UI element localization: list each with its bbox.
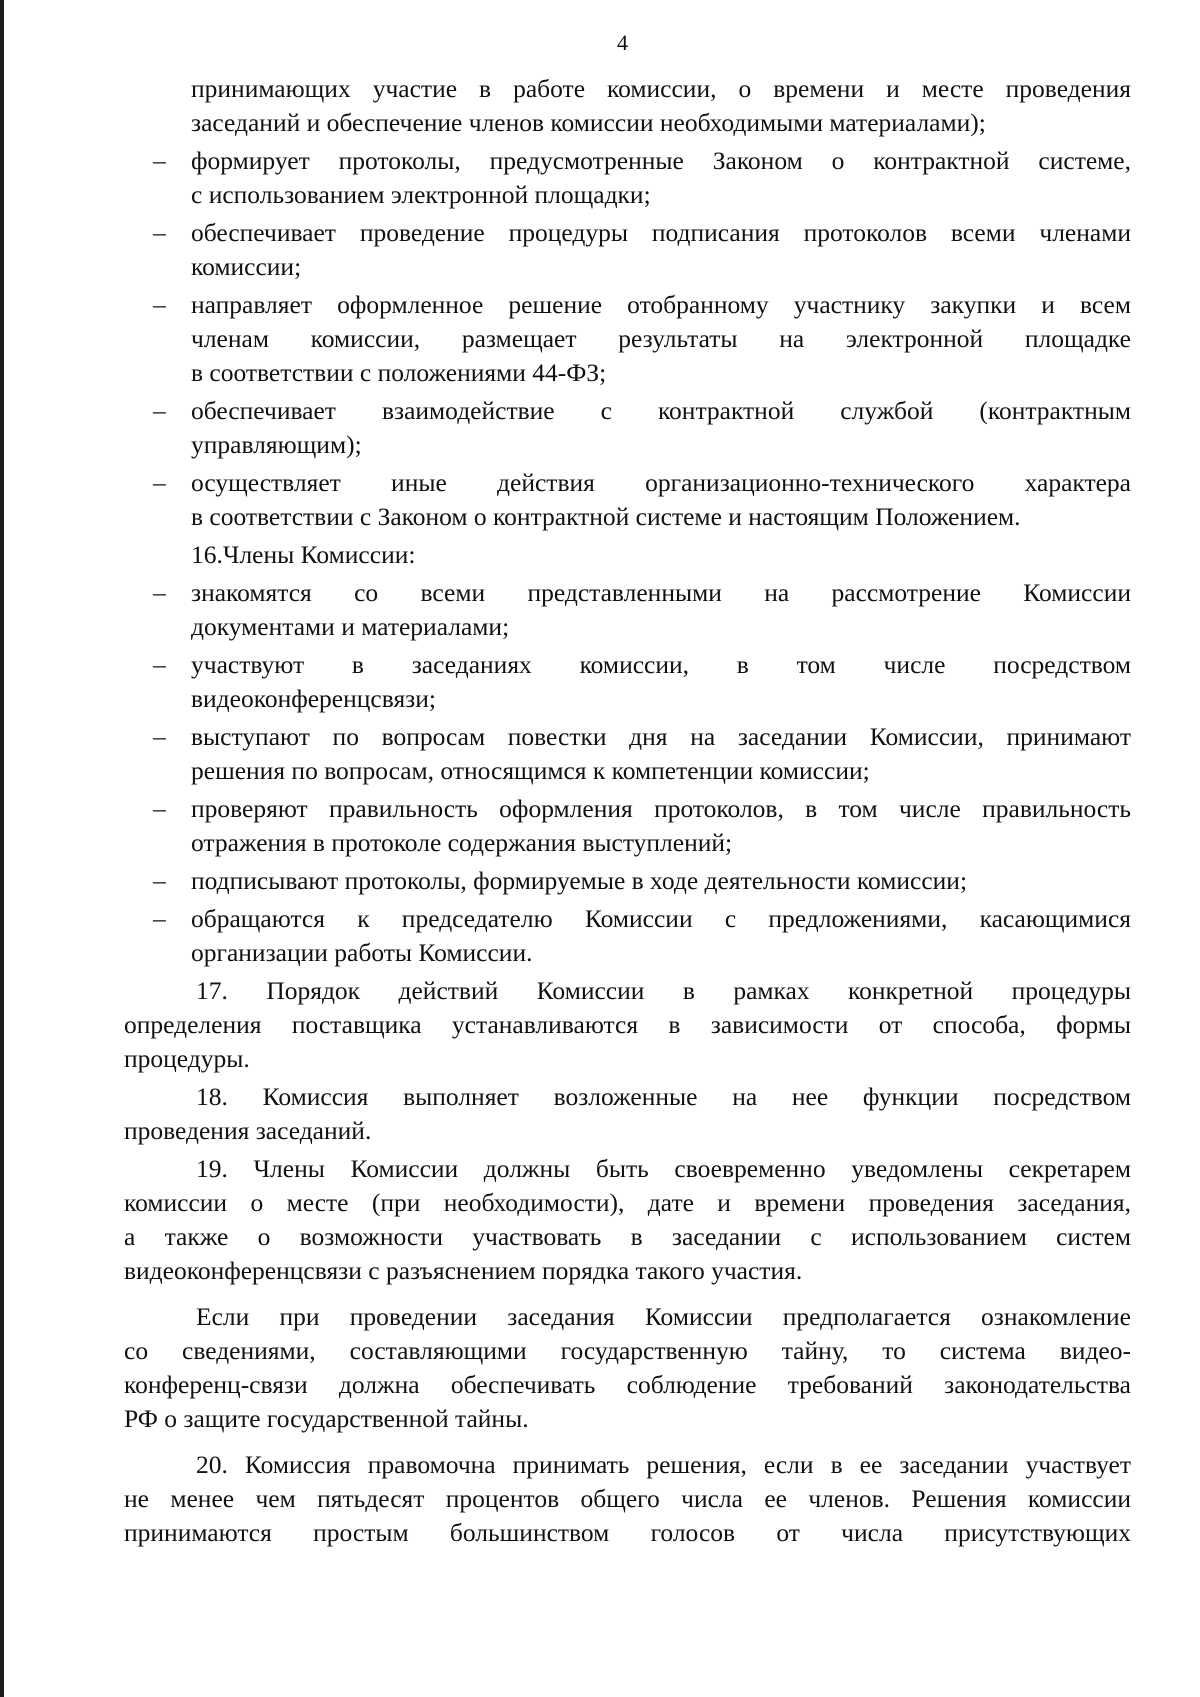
text-line: конференц-связи должна обеспечивать соблюдение требований законодательства	[124, 1370, 1131, 1399]
text-line: принимаются простым большинством голосов от числа присутствующих	[124, 1518, 1131, 1547]
list-item-text: участвуют в заседаниях комиссии, в том числе посредством	[191, 650, 1131, 679]
bullet-dash: –	[153, 904, 166, 933]
text-line: видеоконференцсвязи;	[191, 684, 436, 713]
text-line: управляющим);	[191, 430, 362, 459]
text-line: комиссии;	[191, 252, 302, 281]
text-line: видеоконференцсвязи с разъяснением порядка такого участия.	[124, 1256, 803, 1285]
list-item-text: осуществляет иные действия организационно-технического характера	[191, 468, 1131, 497]
bullet-dash: –	[153, 722, 166, 751]
list-item	[153, 902, 1131, 936]
bullet-dash: –	[153, 794, 166, 823]
document-body	[0, 72, 1200, 1550]
text-line: определения поставщика устанавливаются в зависимости от способа, формы	[124, 1010, 1131, 1039]
list-item-text: подписывают протоколы, формируемые в ходе деятельности комиссии;	[191, 866, 968, 895]
text-line: а также о возможности участвовать в заседании с использованием систем	[124, 1222, 1131, 1251]
list-item-text: направляет оформленное решение отобранному участнику закупки и всем	[191, 290, 1131, 319]
bullet-dash: –	[153, 866, 166, 895]
bullet-dash: –	[153, 578, 166, 607]
list-item-text: знакомятся со всеми представленными на рассмотрение Комиссии	[191, 578, 1131, 607]
list-item-text: выступают по вопросам повестки дня на заседании Комиссии, принимают	[191, 722, 1131, 751]
text-line: с использованием электронной площадки;	[191, 180, 651, 209]
list-item	[153, 720, 1131, 754]
paragraph-first-line: Если при проведении заседания Комиссии предполагается ознакомление	[196, 1302, 1131, 1331]
text-line: документами и материалами;	[191, 612, 510, 641]
text-line: РФ о защите государственной тайны.	[124, 1404, 529, 1433]
bullet-dash: –	[153, 290, 166, 319]
list-item	[153, 466, 1131, 500]
list-item-text: обеспечивает проведение процедуры подписания протоколов всеми членами	[191, 218, 1131, 247]
list-item	[153, 864, 1131, 898]
list-item	[153, 288, 1131, 322]
bullet-dash: –	[153, 218, 166, 247]
text-line: в соответствии с Законом о контрактной системе и настоящим Положением.	[191, 502, 1021, 531]
text-line: членам комиссии, размещает результаты на электронной площадке	[191, 324, 1131, 353]
list-item-text: обращаются к председателю Комиссии с предложениями, касающимися	[191, 904, 1131, 933]
text-line: не менее чем пятьдесят процентов общего числа ее членов. Решения комиссии	[124, 1484, 1131, 1513]
text-line: комиссии о месте (при необходимости), дате и времени проведения заседания,	[124, 1188, 1131, 1217]
text-line: решения по вопросам, относящимся к компетенции комиссии;	[191, 756, 870, 785]
list-item	[153, 576, 1131, 610]
list-item	[153, 792, 1131, 826]
text-line: со сведениями, составляющими государственную тайну, то система видео-	[124, 1336, 1131, 1365]
list-item	[153, 216, 1131, 250]
bullet-dash: –	[153, 146, 166, 175]
section-heading: 16.Члены Комиссии:	[191, 540, 416, 569]
paragraph-first-line: 17. Порядок действий Комиссии в рамках конкретной процедуры	[196, 976, 1131, 1005]
list-item	[153, 648, 1131, 682]
bullet-dash: –	[153, 396, 166, 425]
paragraph-first-line: 19. Члены Комиссии должны быть своевременно уведомлены секретарем	[196, 1154, 1131, 1183]
list-item-text: обеспечивает взаимодействие с контрактной службой (контрактным	[191, 396, 1131, 425]
list-item	[153, 144, 1131, 178]
bullet-dash: –	[153, 468, 166, 497]
text-line: проведения заседаний.	[124, 1116, 372, 1145]
text-line: принимающих участие в работе комиссии, о времени и месте проведения	[191, 74, 1131, 103]
paragraph-first-line: 18. Комиссия выполняет возложенные на нее функции посредством	[196, 1082, 1131, 1111]
list-item	[153, 394, 1131, 428]
list-item-text: проверяют правильность оформления протоколов, в том числе правильность	[191, 794, 1131, 823]
page-number: 4	[617, 30, 628, 55]
text-line: в соответствии с положениями 44-ФЗ;	[191, 358, 607, 387]
text-line: организации работы Комиссии.	[191, 938, 533, 967]
bullet-dash: –	[153, 650, 166, 679]
paragraph-first-line: 20. Комиссия правомочна принимать решения, если в ее заседании участвует	[196, 1450, 1131, 1479]
text-line: заседаний и обеспечение членов комиссии необходимыми материалами);	[191, 108, 986, 137]
text-line: процедуры.	[124, 1044, 250, 1073]
text-line: отражения в протоколе содержания выступлений;	[191, 828, 733, 857]
list-item-text: формирует протоколы, предусмотренные Законом о контрактной системе,	[191, 146, 1131, 175]
